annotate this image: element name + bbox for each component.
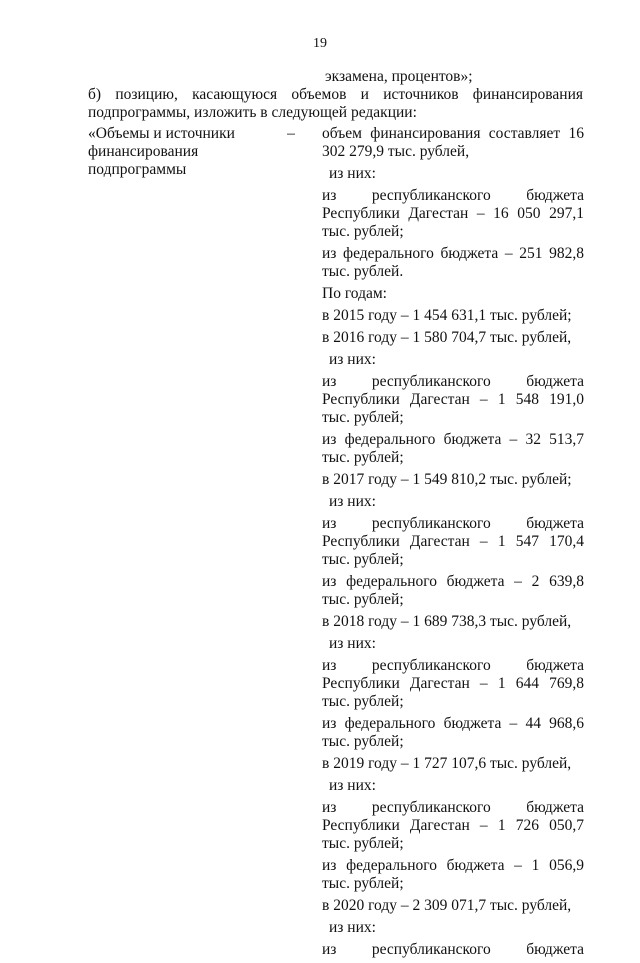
financing-paragraph: из республиканского бюджета Республики Дагестан – 1 548 191,0 тыс. рублей; bbox=[322, 373, 584, 426]
financing-paragraph: в 2017 году – 1 549 810,2 тыс. рублей; bbox=[322, 471, 572, 488]
left-column-label bbox=[88, 125, 278, 179]
financing-paragraph: По годам: bbox=[322, 285, 387, 302]
intro-line-2: б) позицию, касающуюся объемов и источников финансирования bbox=[88, 86, 583, 103]
financing-paragraph: из них: bbox=[329, 493, 376, 510]
financing-paragraph: в 2015 году – 1 454 631,1 тыс. рублей; bbox=[322, 307, 572, 324]
financing-paragraph: в 2018 году – 1 689 738,3 тыс. рублей, bbox=[322, 613, 572, 630]
left-label-line-2: финансирования bbox=[88, 143, 199, 160]
financing-paragraph: из федерального бюджета – 44 968,6 тыс. рублей; bbox=[322, 715, 584, 750]
financing-paragraph: из федерального бюджета – 2 639,8 тыс. рублей; bbox=[322, 573, 584, 608]
financing-paragraph: из них: bbox=[329, 165, 376, 182]
financing-paragraph: из них: bbox=[329, 777, 376, 794]
financing-paragraph: из них: bbox=[329, 635, 376, 652]
financing-paragraph: из республиканского бюджета bbox=[322, 941, 584, 958]
column-separator-dash: – bbox=[287, 125, 295, 142]
financing-paragraph: из федерального бюджета – 32 513,7 тыс. рублей; bbox=[322, 431, 584, 466]
left-label-line-1: «Объемы и источники bbox=[88, 125, 235, 142]
financing-paragraph: из федерального бюджета – 251 982,8 тыс. рублей. bbox=[322, 245, 584, 280]
page-number: 19 bbox=[313, 36, 327, 51]
intro-line-1: экзамена, процентов»; bbox=[325, 68, 473, 85]
left-label-line-3: подпрограммы bbox=[88, 161, 187, 178]
financing-paragraph: объем финансирования составляет 16 302 279,9 тыс. рублей, bbox=[322, 125, 584, 160]
financing-paragraph: в 2016 году – 1 580 704,7 тыс. рублей, bbox=[322, 329, 572, 346]
financing-paragraph: в 2020 году – 2 309 071,7 тыс. рублей, bbox=[322, 897, 572, 914]
financing-paragraph: в 2019 году – 1 727 107,6 тыс. рублей, bbox=[322, 755, 572, 772]
financing-paragraph: из них: bbox=[329, 351, 376, 368]
financing-paragraph: из них: bbox=[329, 919, 376, 936]
financing-details bbox=[322, 125, 584, 963]
financing-paragraph: из республиканского бюджета Республики Дагестан – 1 547 170,4 тыс. рублей; bbox=[322, 515, 584, 568]
intro-line-3: подпрограммы, изложить в следующей редакции: bbox=[88, 104, 417, 121]
financing-paragraph: из республиканского бюджета Республики Дагестан – 1 644 769,8 тыс. рублей; bbox=[322, 657, 584, 710]
financing-paragraph: из республиканского бюджета Республики Дагестан – 16 050 297,1 тыс. рублей; bbox=[322, 187, 584, 240]
financing-paragraph: из республиканского бюджета Республики Дагестан – 1 726 050,7 тыс. рублей; bbox=[322, 799, 584, 852]
financing-paragraph: из федерального бюджета – 1 056,9 тыс. рублей; bbox=[322, 857, 584, 892]
